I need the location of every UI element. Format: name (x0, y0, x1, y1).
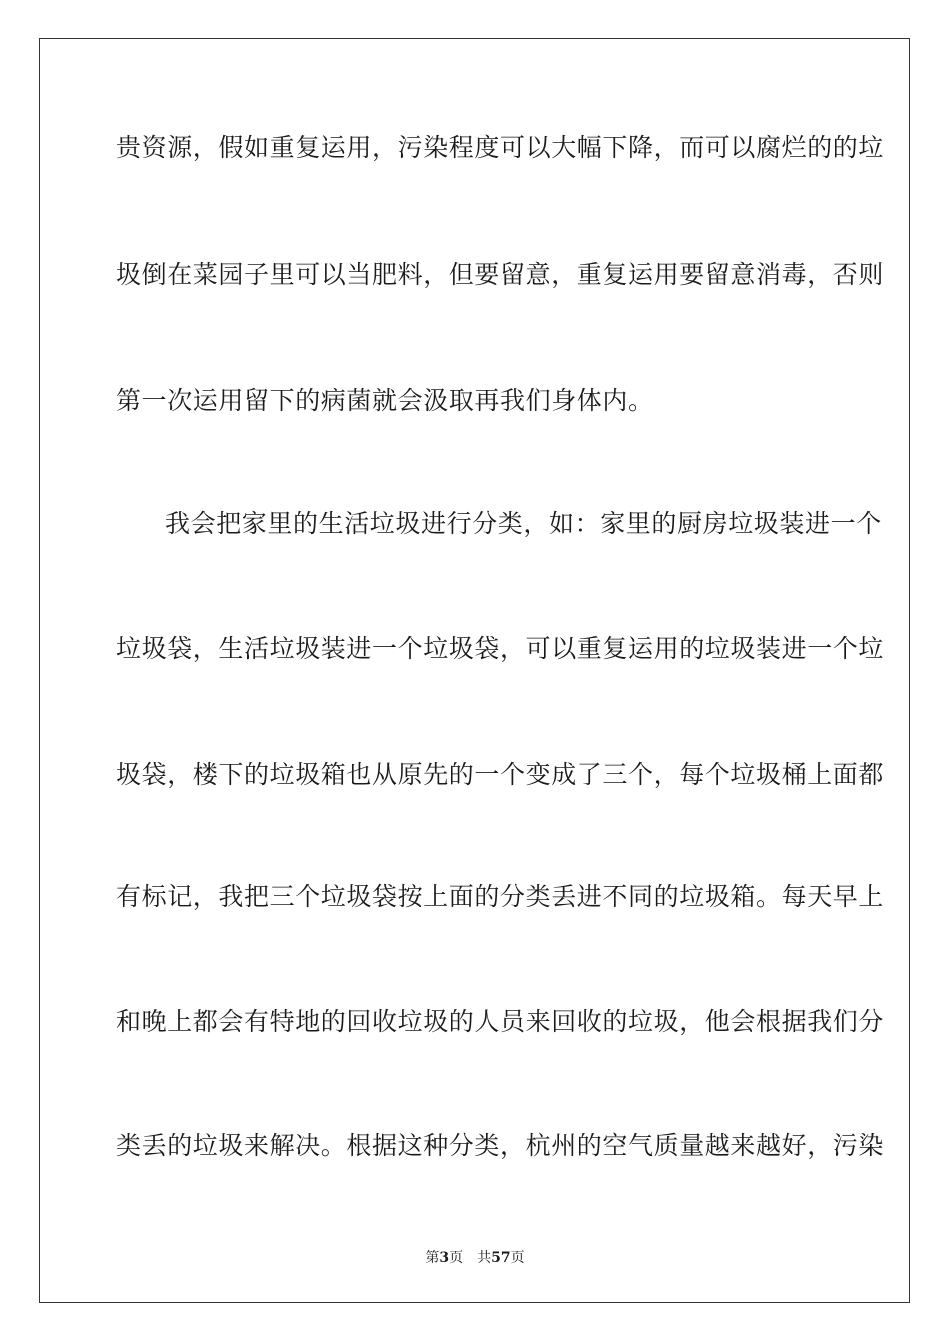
text-line: 贵资源，假如重复运用，污染程度可以大幅下降，而可以腐烂的的垃 (116, 133, 885, 162)
page-footer (0, 1247, 950, 1267)
text-line: 和晚上都会有特地的回收垃圾的人员来回收的垃圾，他会根据我们分 (116, 1007, 885, 1036)
page-prefix: 第 (425, 1250, 440, 1266)
total-prefix: 共 (477, 1250, 492, 1266)
total-suffix: 页 (510, 1250, 525, 1266)
page-number: 3 (439, 1250, 450, 1266)
total-pages: 57 (491, 1250, 511, 1266)
paragraph-start-line: 我会把家里的生活垃圾进行分类，如：家里的厨房垃圾装进一个 (165, 509, 882, 538)
text-line: 有标记，我把三个垃圾袋按上面的分类丢进不同的垃圾箱。每天早上 (116, 882, 885, 911)
page-border (39, 38, 910, 1303)
text-line: 圾倒在菜园子里可以当肥料，但要留意，重复运用要留意消毒，否则 (116, 260, 885, 289)
page-suffix: 页 (449, 1250, 464, 1266)
text-line: 垃圾袋，生活垃圾装进一个垃圾袋，可以重复运用的垃圾装进一个垃 (116, 634, 885, 663)
text-line: 类丢的垃圾来解决。根据这种分类，杭州的空气质量越来越好，污染 (116, 1131, 885, 1160)
text-line: 圾袋，楼下的垃圾箱也从原先的一个变成了三个，每个垃圾桶上面都 (116, 760, 885, 789)
text-line: 第一次运用留下的病菌就会汲取再我们身体内。 (116, 386, 654, 415)
